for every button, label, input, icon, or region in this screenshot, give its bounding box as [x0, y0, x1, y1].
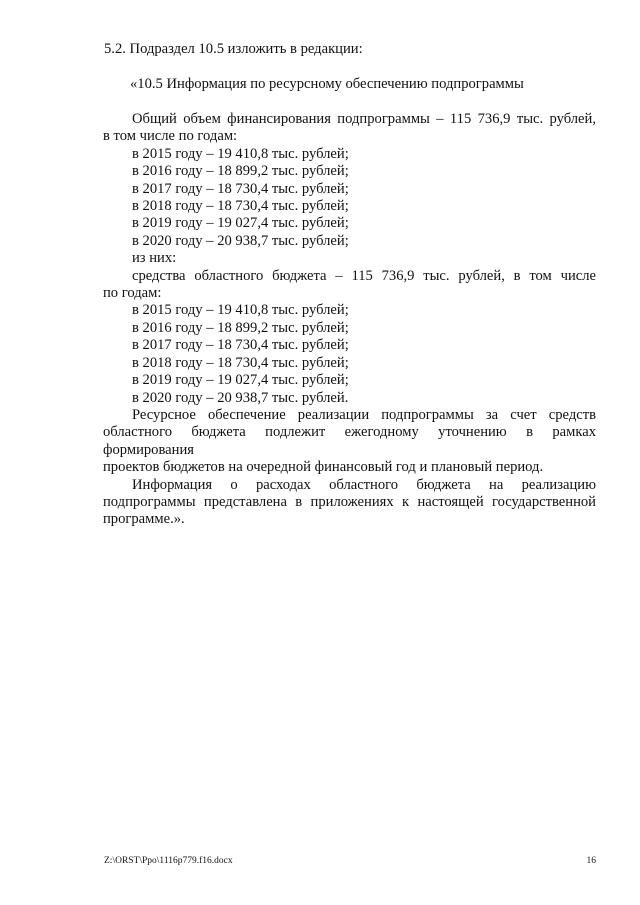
list-item: в 2017 году – 18 730,4 тыс. рублей; [132, 337, 349, 354]
total-line-2: в том числе по годам: [103, 128, 238, 145]
list-item: в 2019 году – 19 027,4 тыс. рублей; [132, 372, 349, 389]
regional-line-1: средства областного бюджета – 115 736,9 тыс. рублей, в том числе [132, 267, 596, 284]
list-item: в 2020 году – 20 938,7 тыс. рублей; [132, 232, 349, 249]
list-item: в 2016 году – 18 899,2 тыс. рублей; [132, 163, 349, 180]
total-line-1: Общий объем финансирования подпрограммы – 115 736,9 тыс. рублей, [132, 111, 596, 127]
section-title: «10.5 Информация по ресурсному обеспечению подпрограммы [130, 76, 524, 92]
of-them-label: из них: [132, 250, 177, 267]
info-para-line-3: программе.». [103, 511, 185, 528]
info-para-line-1: Информация о расходах областного бюджета на реализацию [132, 476, 596, 493]
resource-para-line-3: проектов бюджетов на очередной финансовый год и плановый период. [103, 459, 544, 476]
list-item: в 2018 году – 18 730,4 тыс. рублей; [132, 198, 349, 215]
resource-para-line-2: областного бюджета подлежит ежегодному уточнению в рамках формирования [103, 424, 596, 458]
years-regional-list [103, 302, 596, 406]
list-item: в 2019 году – 19 027,4 тыс. рублей; [132, 215, 349, 232]
page-number: 16 [586, 856, 596, 866]
regional-line-2: по годам: [103, 285, 162, 302]
resource-para-line-1: Ресурсное обеспечение реализации подпрограммы за счет средств [132, 406, 596, 423]
footer-file-path: Z:\ORST\Ppo\1116p779.f16.docx [104, 856, 233, 866]
years-total-list [103, 146, 596, 250]
list-item: в 2015 году – 19 410,8 тыс. рублей; [132, 145, 349, 162]
section-intro: 5.2. Подраздел 10.5 изложить в редакции: [104, 41, 363, 57]
list-item: в 2017 году – 18 730,4 тыс. рублей; [132, 180, 349, 197]
list-item: в 2018 году – 18 730,4 тыс. рублей; [132, 354, 349, 371]
list-item: в 2015 году – 19 410,8 тыс. рублей; [132, 302, 349, 319]
info-para-line-2: подпрограммы представлена в приложениях к настоящей государственной [103, 493, 596, 510]
list-item: в 2016 году – 18 899,2 тыс. рублей; [132, 319, 349, 336]
document-body [103, 111, 596, 529]
list-item: в 2020 году – 20 938,7 тыс. рублей. [132, 389, 349, 406]
